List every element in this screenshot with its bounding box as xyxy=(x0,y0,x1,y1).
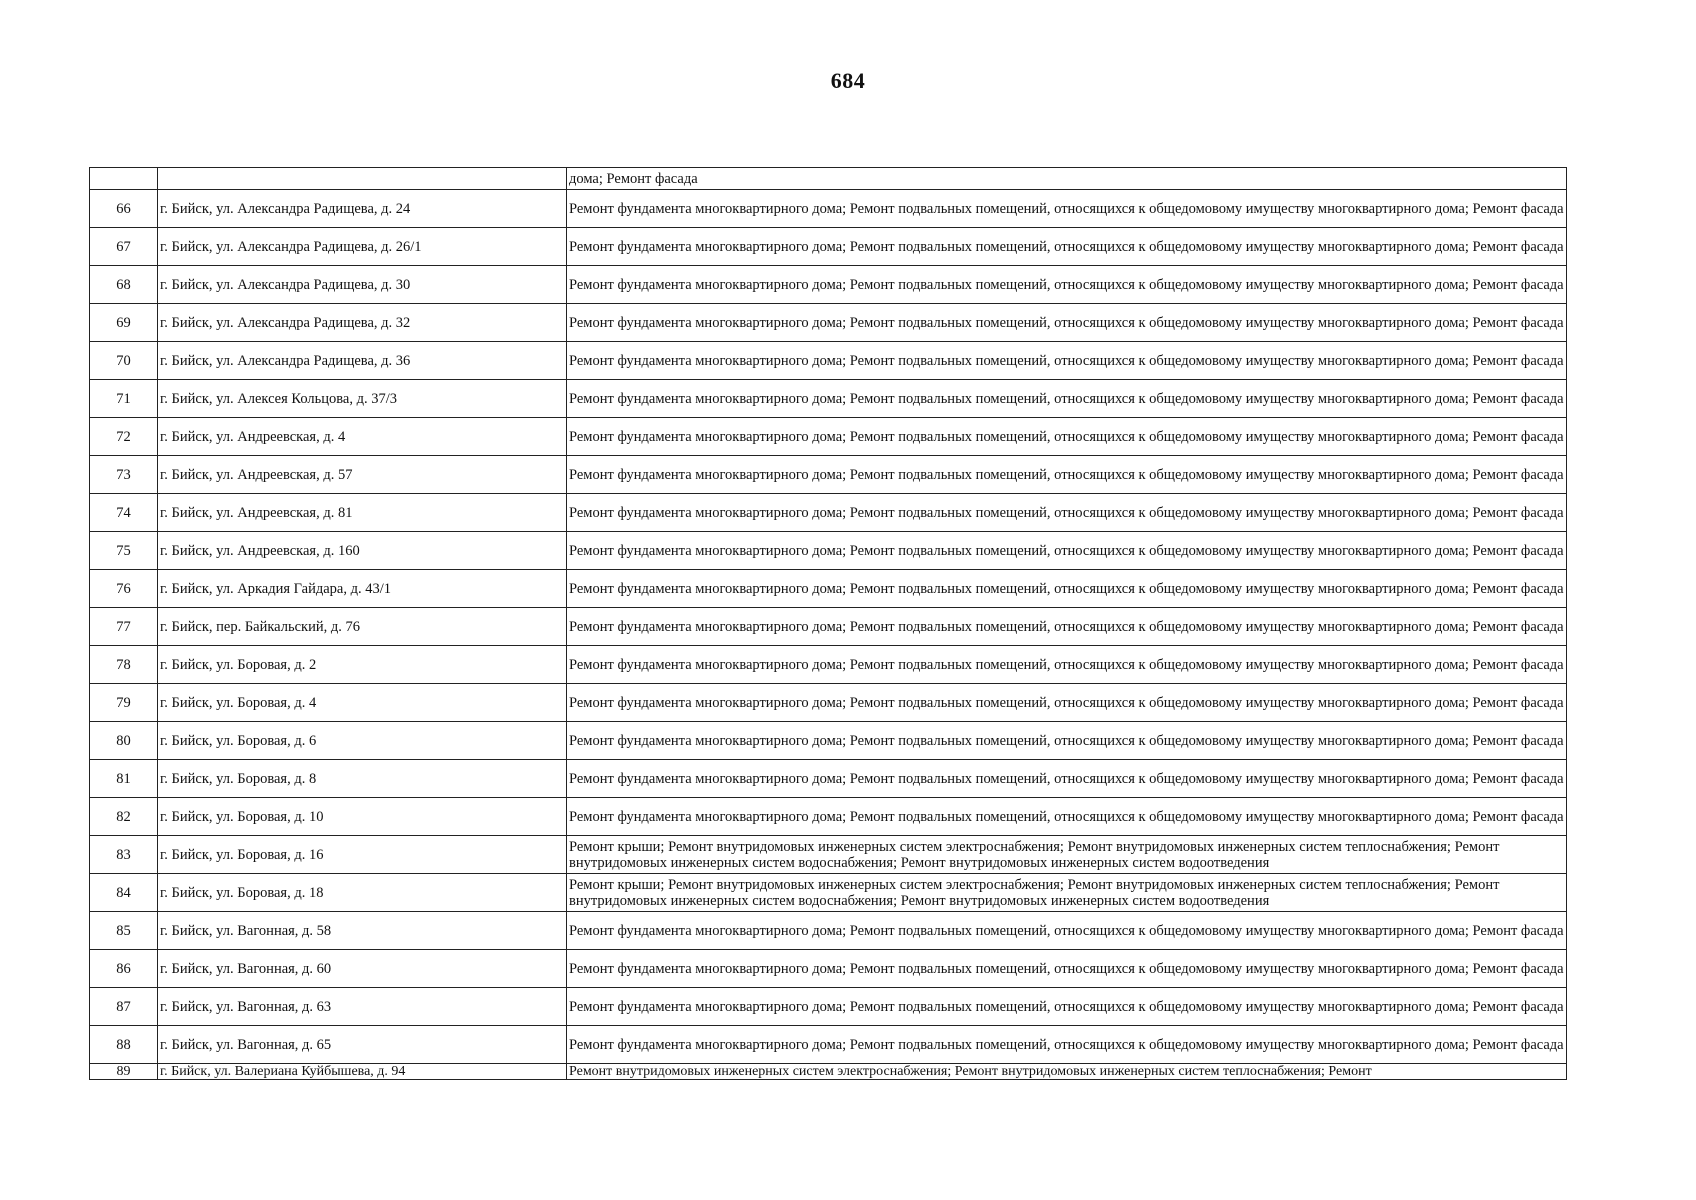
work-type-text: Ремонт фундамента многоквартирного дома; Ремонт подвальных помещений, относящихся к общедомовому имуществу многоквартирного дома; Ремонт фасада xyxy=(569,960,1564,977)
row-number-cell: 74 xyxy=(90,494,158,532)
work-type-text: Ремонт фундамента многоквартирного дома; Ремонт подвальных помещений, относящихся к общедомовому имуществу многоквартирного дома; Ремонт фасада xyxy=(569,466,1564,483)
table-row xyxy=(90,912,1567,950)
table-row xyxy=(90,342,1567,380)
work-type-cell xyxy=(567,342,1567,380)
work-type-cell xyxy=(567,798,1567,836)
address-cell: г. Бийск, ул. Андреевская, д. 57 xyxy=(158,456,567,494)
table-row xyxy=(90,874,1567,912)
address-cell: г. Бийск, пер. Байкальский, д. 76 xyxy=(158,608,567,646)
work-type-cell xyxy=(567,836,1567,874)
row-number-cell: 77 xyxy=(90,608,158,646)
work-type-text: Ремонт фундамента многоквартирного дома; Ремонт подвальных помещений, относящихся к общедомовому имуществу многоквартирного дома; Ремонт фасада xyxy=(569,922,1564,939)
work-type-text: Ремонт фундамента многоквартирного дома; Ремонт подвальных помещений, относящихся к общедомовому имуществу многоквартирного дома; Ремонт фасада xyxy=(569,390,1564,407)
row-number-cell: 84 xyxy=(90,874,158,912)
work-type-text: Ремонт фундамента многоквартирного дома; Ремонт подвальных помещений, относящихся к общедомовому имуществу многоквартирного дома; Ремонт фасада xyxy=(569,504,1564,521)
address-cell: г. Бийск, ул. Алексея Кольцова, д. 37/3 xyxy=(158,380,567,418)
address-cell: г. Бийск, ул. Андреевская, д. 81 xyxy=(158,494,567,532)
address-cell: г. Бийск, ул. Андреевская, д. 4 xyxy=(158,418,567,456)
row-number-cell: 87 xyxy=(90,988,158,1026)
work-type-text: Ремонт фундамента многоквартирного дома; Ремонт подвальных помещений, относящихся к общедомовому имуществу многоквартирного дома; Ремонт фасада xyxy=(569,656,1564,673)
table-row xyxy=(90,760,1567,798)
address-cell: г. Бийск, ул. Вагонная, д. 60 xyxy=(158,950,567,988)
continuation-row xyxy=(90,168,1567,190)
work-type-cell xyxy=(567,722,1567,760)
row-number-cell: 79 xyxy=(90,684,158,722)
table-row xyxy=(90,228,1567,266)
table-row xyxy=(90,304,1567,342)
work-type-text: Ремонт фундамента многоквартирного дома; Ремонт подвальных помещений, относящихся к общедомовому имуществу многоквартирного дома; Ремонт фасада xyxy=(569,808,1564,825)
table-row xyxy=(90,836,1567,874)
work-type-cell xyxy=(567,760,1567,798)
work-type-text: Ремонт фундамента многоквартирного дома; Ремонт подвальных помещений, относящихся к общедомовому имуществу многоквартирного дома; Ремонт фасада xyxy=(569,1036,1564,1053)
row-number-cell: 82 xyxy=(90,798,158,836)
address-cell: г. Бийск, ул. Вагонная, д. 63 xyxy=(158,988,567,1026)
table-row xyxy=(90,570,1567,608)
work-type-cell xyxy=(567,950,1567,988)
row-number-cell: 81 xyxy=(90,760,158,798)
work-type-cell xyxy=(567,168,1567,190)
address-cell: г. Бийск, ул. Боровая, д. 4 xyxy=(158,684,567,722)
page-number: 684 xyxy=(830,68,866,93)
table-row xyxy=(90,494,1567,532)
address-cell: г. Бийск, ул. Александра Радищева, д. 36 xyxy=(158,342,567,380)
work-type-cell xyxy=(567,190,1567,228)
table-row xyxy=(90,1064,1567,1080)
work-type-cell xyxy=(567,684,1567,722)
work-type-text: Ремонт внутридомовых инженерных систем электроснабжения; Ремонт внутридомовых инженерных систем теплоснабжения; Ремонт xyxy=(569,1063,1372,1079)
work-type-cell xyxy=(567,912,1567,950)
work-type-text: Ремонт фундамента многоквартирного дома; Ремонт подвальных помещений, относящихся к общедомовому имуществу многоквартирного дома; Ремонт фасада xyxy=(569,428,1564,445)
work-type-cell xyxy=(567,532,1567,570)
work-type-cell xyxy=(567,266,1567,304)
work-type-text: Ремонт фундамента многоквартирного дома; Ремонт подвальных помещений, относящихся к общедомовому имуществу многоквартирного дома; Ремонт фасада xyxy=(569,200,1564,217)
table-row xyxy=(90,646,1567,684)
work-type-text: Ремонт фундамента многоквартирного дома; Ремонт подвальных помещений, относящихся к общедомовому имуществу многоквартирного дома; Ремонт фасада xyxy=(569,276,1564,293)
row-number-cell: 85 xyxy=(90,912,158,950)
row-number-cell: 72 xyxy=(90,418,158,456)
row-number-cell: 86 xyxy=(90,950,158,988)
work-type-cell xyxy=(567,608,1567,646)
address-cell: г. Бийск, ул. Александра Радищева, д. 32 xyxy=(158,304,567,342)
work-type-text: Ремонт крыши; Ремонт внутридомовых инженерных систем электроснабжения; Ремонт внутридомовых инженерных систем теплоснабжения; Ремонт внутридомовых инженерных систем водоснабжения; Ремонт внутридомовых инженерных систем водоотведения xyxy=(569,838,1500,871)
table-row xyxy=(90,950,1567,988)
work-type-cell xyxy=(567,304,1567,342)
address-cell: г. Бийск, ул. Вагонная, д. 58 xyxy=(158,912,567,950)
row-number-cell: 88 xyxy=(90,1026,158,1064)
address-cell: г. Бийск, ул. Александра Радищева, д. 24 xyxy=(158,190,567,228)
work-type-cell xyxy=(567,456,1567,494)
table-row xyxy=(90,1026,1567,1064)
row-number-cell: 73 xyxy=(90,456,158,494)
table-row xyxy=(90,608,1567,646)
address-cell: г. Бийск, ул. Боровая, д. 6 xyxy=(158,722,567,760)
table-row xyxy=(90,798,1567,836)
work-type-text: Ремонт фундамента многоквартирного дома; Ремонт подвальных помещений, относящихся к общедомовому имуществу многоквартирного дома; Ремонт фасада xyxy=(569,238,1564,255)
work-type-cell xyxy=(567,228,1567,266)
table-row xyxy=(90,532,1567,570)
work-type-text: Ремонт фундамента многоквартирного дома; Ремонт подвальных помещений, относящихся к общедомовому имуществу многоквартирного дома; Ремонт фасада xyxy=(569,314,1564,331)
work-type-text: Ремонт фундамента многоквартирного дома; Ремонт подвальных помещений, относящихся к общедомовому имуществу многоквартирного дома; Ремонт фасада xyxy=(569,542,1564,559)
address-cell: г. Бийск, ул. Андреевская, д. 160 xyxy=(158,532,567,570)
row-number-cell: 70 xyxy=(90,342,158,380)
work-type-text: Ремонт фундамента многоквартирного дома; Ремонт подвальных помещений, относящихся к общедомовому имуществу многоквартирного дома; Ремонт фасада xyxy=(569,580,1564,597)
row-number-cell: 71 xyxy=(90,380,158,418)
work-type-text: Ремонт фундамента многоквартирного дома; Ремонт подвальных помещений, относящихся к общедомовому имуществу многоквартирного дома; Ремонт фасада xyxy=(569,694,1564,711)
row-number-cell: 83 xyxy=(90,836,158,874)
work-type-text: Ремонт фундамента многоквартирного дома; Ремонт подвальных помещений, относящихся к общедомовому имуществу многоквартирного дома; Ремонт фасада xyxy=(569,998,1564,1015)
work-type-cell xyxy=(567,988,1567,1026)
work-type-text: Ремонт крыши; Ремонт внутридомовых инженерных систем электроснабжения; Ремонт внутридомовых инженерных систем теплоснабжения; Ремонт внутридомовых инженерных систем водоснабжения; Ремонт внутридомовых инженерных систем водоотведения xyxy=(569,876,1500,909)
registry-table-body xyxy=(90,168,1567,1080)
work-type-cell xyxy=(567,570,1567,608)
work-type-text: дома; Ремонт фасада xyxy=(569,170,698,187)
table-row xyxy=(90,684,1567,722)
address-cell: г. Бийск, ул. Вагонная, д. 65 xyxy=(158,1026,567,1064)
row-number-cell: 89 xyxy=(90,1064,158,1080)
row-number-cell: 67 xyxy=(90,228,158,266)
address-cell: г. Бийск, ул. Боровая, д. 10 xyxy=(158,798,567,836)
table-row xyxy=(90,266,1567,304)
address-cell: г. Бийск, ул. Аркадия Гайдара, д. 43/1 xyxy=(158,570,567,608)
work-type-text: Ремонт фундамента многоквартирного дома; Ремонт подвальных помещений, относящихся к общедомовому имуществу многоквартирного дома; Ремонт фасада xyxy=(569,618,1564,635)
work-type-cell xyxy=(567,1064,1567,1080)
work-type-text: Ремонт фундамента многоквартирного дома; Ремонт подвальных помещений, относящихся к общедомовому имуществу многоквартирного дома; Ремонт фасада xyxy=(569,352,1564,369)
row-number-cell: 66 xyxy=(90,190,158,228)
address-cell: г. Бийск, ул. Боровая, д. 8 xyxy=(158,760,567,798)
address-cell: г. Бийск, ул. Александра Радищева, д. 26/1 xyxy=(158,228,567,266)
row-number-cell xyxy=(90,168,158,190)
address-cell: г. Бийск, ул. Валериана Куйбышева, д. 94 xyxy=(158,1064,567,1080)
table-row xyxy=(90,456,1567,494)
table-row xyxy=(90,190,1567,228)
work-type-cell xyxy=(567,874,1567,912)
address-cell: г. Бийск, ул. Боровая, д. 2 xyxy=(158,646,567,684)
address-cell: г. Бийск, ул. Боровая, д. 18 xyxy=(158,874,567,912)
work-type-cell xyxy=(567,380,1567,418)
table-row xyxy=(90,722,1567,760)
row-number-cell: 76 xyxy=(90,570,158,608)
table-row xyxy=(90,988,1567,1026)
table-row xyxy=(90,418,1567,456)
row-number-cell: 75 xyxy=(90,532,158,570)
row-number-cell: 80 xyxy=(90,722,158,760)
repair-registry-table xyxy=(89,167,1567,1080)
work-type-cell xyxy=(567,418,1567,456)
address-cell xyxy=(158,168,567,190)
table-row xyxy=(90,380,1567,418)
work-type-cell xyxy=(567,1026,1567,1064)
work-type-text: Ремонт фундамента многоквартирного дома; Ремонт подвальных помещений, относящихся к общедомовому имуществу многоквартирного дома; Ремонт фасада xyxy=(569,770,1564,787)
address-cell: г. Бийск, ул. Боровая, д. 16 xyxy=(158,836,567,874)
work-type-cell xyxy=(567,646,1567,684)
row-number-cell: 69 xyxy=(90,304,158,342)
work-type-cell xyxy=(567,494,1567,532)
row-number-cell: 68 xyxy=(90,266,158,304)
work-type-text: Ремонт фундамента многоквартирного дома; Ремонт подвальных помещений, относящихся к общедомовому имуществу многоквартирного дома; Ремонт фасада xyxy=(569,732,1564,749)
address-cell: г. Бийск, ул. Александра Радищева, д. 30 xyxy=(158,266,567,304)
row-number-cell: 78 xyxy=(90,646,158,684)
